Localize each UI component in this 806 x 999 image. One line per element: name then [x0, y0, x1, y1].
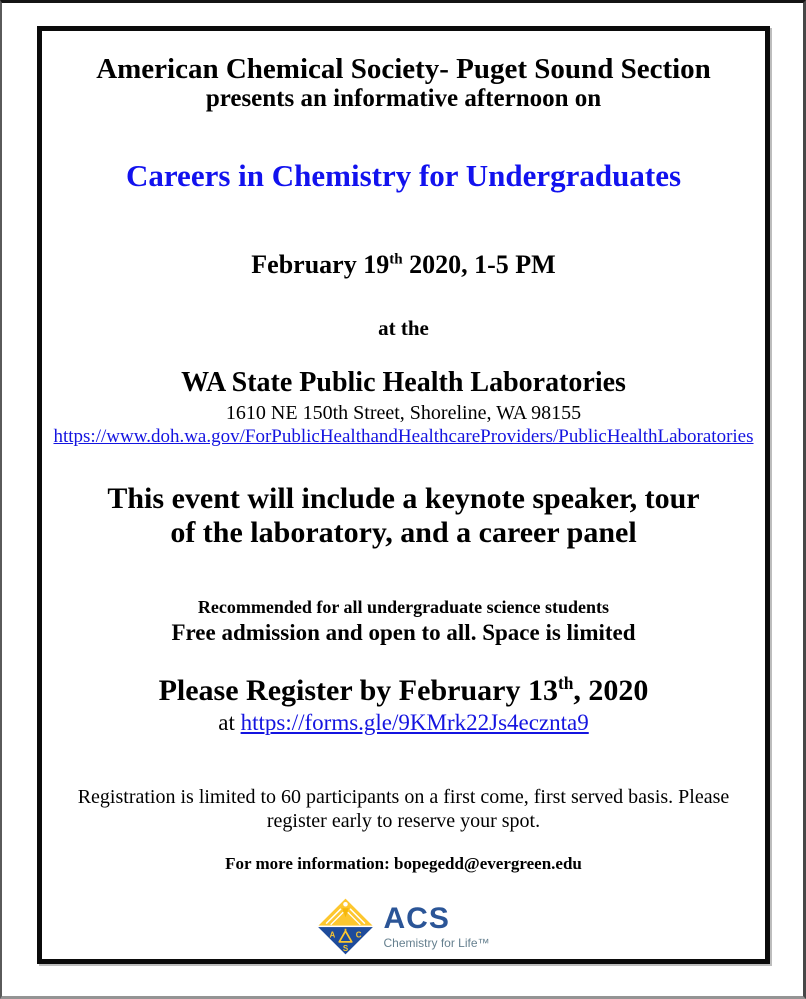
- register-link-row: [42, 710, 765, 736]
- acs-wordmark: ACS: [383, 901, 450, 935]
- acs-letter-c: C: [356, 930, 362, 940]
- contact-info: For more information: bopegedd@evergreen.edu: [225, 854, 582, 874]
- venue-address: 1610 NE 150th Street, Shoreline, WA 98155: [225, 401, 582, 424]
- date-ordinal: th: [389, 250, 403, 267]
- at-the-label: at the: [378, 315, 429, 340]
- registration-note-line-2: register early to reserve your spot.: [266, 809, 541, 832]
- description-line-1: This event will include a keynote speaker, tour: [107, 481, 700, 515]
- recommended-note: Recommended for all undergraduate science students: [197, 597, 610, 618]
- registration-note-line-1: Registration is limited to 60 participants on a first come, first served basis. Please: [77, 786, 730, 809]
- acs-diamond-icon: [317, 898, 374, 955]
- acs-logo: [42, 898, 765, 955]
- registration-note: [42, 786, 765, 833]
- register-at-label: at: [218, 710, 241, 736]
- register-prefix: Please Register by February 13: [158, 674, 558, 708]
- register-suffix: , 2020: [573, 674, 649, 708]
- register-heading: [42, 674, 765, 708]
- organization-title: American Chemical Society- Puget Sound Section: [96, 53, 711, 85]
- register-ordinal: th: [557, 673, 574, 694]
- acs-letter-s: S: [343, 944, 349, 954]
- event-datetime: [42, 250, 765, 280]
- acs-logo-text: [383, 901, 490, 950]
- description-line-2: of the laboratory, and a career panel: [170, 516, 637, 550]
- register-link[interactable]: https://forms.gle/9KMrk22Js4ecznta9: [240, 710, 589, 736]
- event-description: [42, 482, 765, 552]
- date-prefix: February 19: [251, 249, 390, 279]
- date-suffix: 2020, 1-5 PM: [402, 249, 556, 279]
- admission-note: Free admission and open to all. Space is limited: [171, 620, 636, 646]
- venue-link-row: [42, 426, 765, 448]
- venue-name: WA State Public Health Laboratories: [181, 366, 626, 398]
- presents-subtitle: presents an informative afternoon on: [205, 85, 602, 113]
- event-flyer: [37, 26, 770, 964]
- venue-link[interactable]: https://www.doh.wa.gov/ForPublicHealthandHealthcareProviders/PublicHealthLaboratories: [53, 425, 754, 447]
- event-title: Careers in Chemistry for Undergraduates: [125, 158, 682, 194]
- acs-tagline: Chemistry for Life™: [383, 935, 490, 950]
- acs-letter-a: A: [329, 930, 336, 940]
